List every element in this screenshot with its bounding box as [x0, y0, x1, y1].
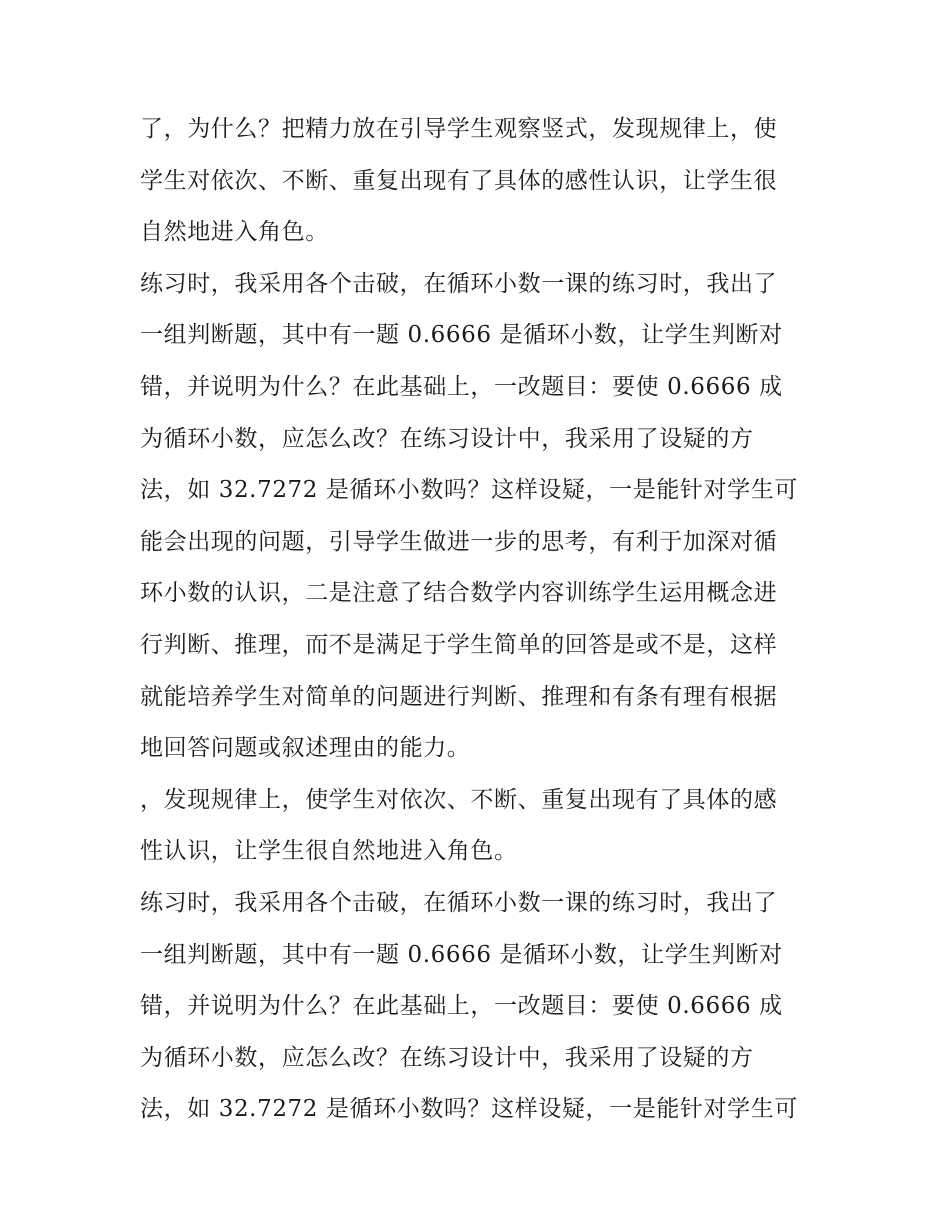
text-line-20: 法，如 32.7272 是循环小数吗？这样设疑，一是能针对学生可: [140, 1096, 798, 1123]
text-line-14: ，发现规律上，使学生对依次、不断、重复出现有了具体的感: [140, 786, 778, 813]
text-line-10: 环小数的认识，二是注意了结合数学内容训练学生运用概念进: [140, 580, 778, 607]
text-line-15: 性认识，让学生很自然地进入角色。: [140, 838, 518, 865]
text-line-18: 错，并说明为什么？在此基础上，一改题目：要使 0.6666 成: [140, 993, 783, 1020]
text-line-13: 地回答问题或叙述理由的能力。: [140, 735, 471, 762]
text-line-17: 一组判断题，其中有一题 0.6666 是循环小数，让学生判断对: [140, 941, 783, 968]
text-line-4: 练习时，我采用各个击破，在循环小数一课的练习时，我出了: [140, 270, 778, 297]
text-line-5: 一组判断题，其中有一题 0.6666 是循环小数，让学生判断对: [140, 322, 783, 349]
text-line-2: 学生对依次、不断、重复出现有了具体的感性认识，让学生很: [140, 167, 778, 194]
text-line-7: 为循环小数，应怎么改？在练习设计中，我采用了设疑的方: [140, 425, 754, 452]
body-text: [140, 104, 820, 1136]
text-line-12: 就能培养学生对简单的问题进行判断、推理和有条有理有根据: [140, 683, 778, 710]
text-line-1: 了，为什么？把精力放在引导学生观察竖式，发现规律上，使: [140, 116, 778, 142]
text-line-3: 自然地进入角色。: [140, 219, 329, 246]
text-line-16: 练习时，我采用各个击破，在循环小数一课的练习时，我出了: [140, 889, 778, 916]
text-line-9: 能会出现的问题，引导学生做进一步的思考，有利于加深对循: [140, 528, 778, 555]
text-line-11: 行判断、推理，而不是满足于学生简单的回答是或不是，这样: [140, 631, 778, 658]
text-line-8: 法，如 32.7272 是循环小数吗？这样设疑，一是能针对学生可: [140, 477, 798, 504]
text-line-6: 错，并说明为什么？在此基础上，一改题目：要使 0.6666 成: [140, 373, 783, 400]
text-line-19: 为循环小数，应怎么改？在练习设计中，我采用了设疑的方: [140, 1044, 754, 1071]
